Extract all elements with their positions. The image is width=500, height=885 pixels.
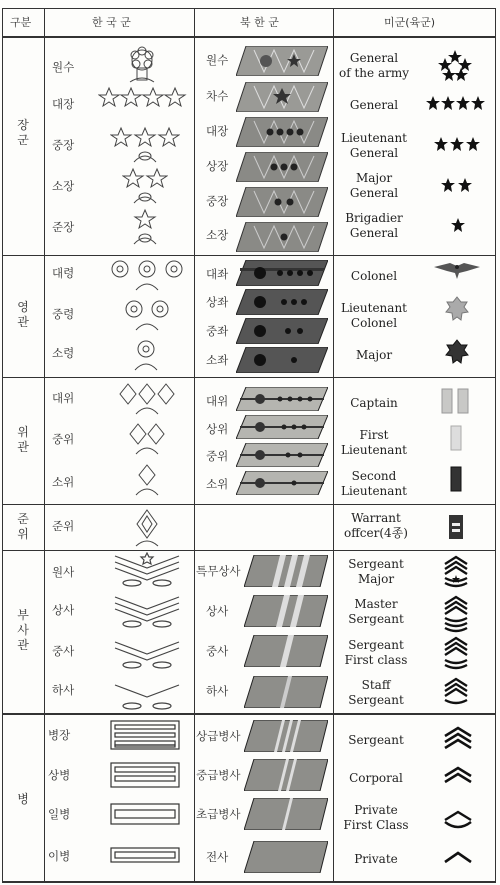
sk-one-star-insignia-icon <box>130 208 160 248</box>
sk-corporal-bar-insignia-icon <box>110 762 180 788</box>
sk-rank-label: 중령 <box>52 307 75 321</box>
sk-sergeant-major-insignia-icon <box>112 552 182 588</box>
sk-rank-label: 하사 <box>52 683 75 697</box>
double-bar-insignia-icon <box>441 388 469 414</box>
warrant-officer-insignia-icon <box>448 514 464 540</box>
staff-sergeant-chevron-icon <box>443 677 469 707</box>
sk-rank-label: 소위 <box>52 475 75 489</box>
us-rank-label: Corporal <box>349 771 403 785</box>
category-company-grade: 위 관 <box>17 425 29 454</box>
sk-rank-label: 대위 <box>52 391 75 405</box>
nk-rank-label: 차수 <box>206 89 229 103</box>
header-divider <box>2 36 496 38</box>
sk-master-sergeant-insignia-icon <box>112 593 182 629</box>
nk-lieutenant-shoulder-board-icon <box>236 471 328 495</box>
header-category: 구분 <box>10 16 32 29</box>
nk-rank-label: 상위 <box>206 422 229 436</box>
nk-senior-captain-shoulder-board-icon <box>236 387 328 411</box>
sk-rank-label: 소장 <box>52 179 75 193</box>
us-rank-label: Private <box>354 852 398 866</box>
sk-rank-label: 준위 <box>52 519 75 533</box>
nk-vice-marshal-shoulder-board-icon <box>236 82 328 112</box>
nk-senior-colonel-shoulder-board-icon <box>236 260 328 286</box>
column-divider-3 <box>333 8 334 883</box>
sk-rank-label: 중장 <box>52 138 75 152</box>
sk-rank-label: 대령 <box>52 266 75 280</box>
section-divider <box>2 550 496 551</box>
sk-rank-label: 이병 <box>48 849 71 863</box>
sergeant-chevron-icon <box>443 726 473 750</box>
us-rank-label: Sergeant Major <box>348 557 404 586</box>
nk-staff-sergeant-shoulder-board-icon <box>244 635 328 667</box>
eagle-insignia-icon <box>434 262 480 280</box>
category-nco: 부 사 관 <box>17 608 29 652</box>
nk-junior-soldier-shoulder-board-icon <box>244 798 328 830</box>
us-rank-label: Brigadier General <box>345 211 403 240</box>
four-stars-insignia-icon <box>426 96 486 112</box>
sk-sergeant-bar-insignia-icon <box>110 720 180 750</box>
table-border-top <box>2 8 496 9</box>
category-general: 장 군 <box>17 118 29 147</box>
nk-rank-label: 대위 <box>206 394 229 408</box>
us-rank-label: Second Lieutenant <box>341 469 407 498</box>
us-rank-label: First Lieutenant <box>341 428 407 457</box>
nk-captain-shoulder-board-icon <box>236 415 328 439</box>
section-divider <box>2 255 496 256</box>
five-stars-insignia-icon <box>438 50 472 82</box>
nk-rank-label: 상좌 <box>206 295 229 309</box>
nk-general-shoulder-board-icon <box>236 117 328 147</box>
nk-rank-label: 중위 <box>206 449 229 463</box>
us-rank-label: Sergeant <box>348 733 404 747</box>
sk-lieutenant-colonel-insignia-icon <box>122 298 172 332</box>
section-divider <box>2 504 496 505</box>
nk-rank-label: 소장 <box>206 228 229 242</box>
nk-major-shoulder-board-icon <box>236 347 328 373</box>
sk-rank-label: 일병 <box>48 807 71 821</box>
gold-oak-leaf-insignia-icon <box>445 339 469 367</box>
sk-two-star-insignia-icon <box>122 167 168 207</box>
us-rank-label: Colonel <box>350 269 398 283</box>
nk-rank-label: 중좌 <box>206 324 229 338</box>
nk-lieutenant-colonel-shoulder-board-icon <box>236 318 328 344</box>
sk-rank-label: 원사 <box>52 565 75 579</box>
us-rank-label: Lieutenant Colonel <box>341 301 407 330</box>
nk-rank-label: 상급병사 <box>196 729 241 743</box>
nk-colonel-shoulder-board-icon <box>236 289 328 315</box>
sk-rank-label: 상사 <box>52 603 75 617</box>
header-south-korea: 한 국 군 <box>92 16 131 29</box>
sk-captain-insignia-icon <box>118 382 176 416</box>
nk-rank-label: 소위 <box>206 477 229 491</box>
table-border-left <box>2 8 3 883</box>
sk-marshal-insignia-icon <box>122 46 162 86</box>
column-divider-2 <box>194 8 195 883</box>
sk-warrant-officer-insignia-icon <box>132 508 162 548</box>
us-rank-label: Major <box>355 348 393 362</box>
category-field-grade: 영 관 <box>17 300 29 329</box>
sk-private-bar-insignia-icon <box>110 847 180 863</box>
sk-rank-label: 대장 <box>52 97 75 111</box>
silver-bar-insignia-icon <box>450 425 462 451</box>
sk-four-star-insignia-icon <box>98 86 188 112</box>
silver-oak-leaf-insignia-icon <box>445 296 469 324</box>
two-stars-insignia-icon <box>441 178 473 194</box>
nk-senior-lieutenant-shoulder-board-icon <box>236 443 328 467</box>
category-enlisted: 병 <box>17 792 29 806</box>
us-rank-label: Lieutenant General <box>341 131 407 160</box>
nk-senior-soldier-shoulder-board-icon <box>244 720 328 752</box>
nk-major-general-shoulder-board-icon <box>236 222 328 252</box>
us-rank-label: General <box>349 98 399 112</box>
sk-rank-label: 상병 <box>48 768 71 782</box>
sk-rank-label: 병장 <box>48 728 71 742</box>
nk-rank-label: 특무상사 <box>196 564 241 578</box>
us-rank-label: Staff Sergeant <box>348 678 404 707</box>
nk-rank-label: 소좌 <box>206 353 229 367</box>
private-first-class-chevron-icon <box>443 810 473 830</box>
nk-rank-label: 중급병사 <box>196 768 241 782</box>
nk-special-sergeant-shoulder-board-icon <box>244 555 328 587</box>
table-border-bottom <box>2 881 496 883</box>
nk-private-shoulder-board-icon <box>244 841 328 873</box>
sk-first-lieutenant-insignia-icon <box>128 422 166 456</box>
gold-bar-insignia-icon <box>450 466 462 492</box>
nk-rank-label: 대장 <box>206 124 229 138</box>
section-divider <box>2 713 496 715</box>
us-rank-label: Major General <box>349 171 399 200</box>
private-chevron-icon <box>443 850 473 864</box>
nk-junior-sergeant-shoulder-board-icon <box>244 676 328 708</box>
sergeant-first-class-chevron-icon <box>443 636 469 672</box>
sk-three-star-insignia-icon <box>110 126 180 166</box>
sk-rank-label: 준장 <box>52 220 75 234</box>
us-rank-label: Warrant offcer(4종) <box>344 511 408 540</box>
sk-sergeant-insignia-icon <box>112 675 182 711</box>
sergeant-major-chevron-icon <box>443 555 469 593</box>
nk-lieutenant-general-shoulder-board-icon <box>236 187 328 217</box>
nk-intermediate-soldier-shoulder-board-icon <box>244 759 328 791</box>
nk-rank-label: 초급병사 <box>196 807 241 821</box>
sk-rank-label: 소령 <box>52 346 75 360</box>
us-rank-label: Master Sergeant <box>348 597 404 626</box>
us-rank-label: Private First Class <box>343 803 409 832</box>
section-divider <box>2 377 496 378</box>
nk-rank-label: 중장 <box>206 194 229 208</box>
nk-rank-label: 대좌 <box>206 267 229 281</box>
table-border-right <box>495 8 496 883</box>
sk-major-insignia-icon <box>132 338 160 372</box>
header-north-korea: 북 한 군 <box>240 16 279 29</box>
sk-rank-label: 중위 <box>52 432 75 446</box>
sk-rank-label: 중사 <box>52 644 75 658</box>
nk-rank-label: 원수 <box>206 53 229 67</box>
nk-rank-label: 상장 <box>206 159 229 173</box>
one-star-insignia-icon <box>450 218 466 234</box>
nk-rank-label: 중사 <box>206 644 229 658</box>
corporal-chevron-icon <box>443 766 473 784</box>
sk-colonel-insignia-icon <box>108 258 186 292</box>
us-rank-label: Captain <box>350 396 398 410</box>
us-rank-label: General of the army <box>339 51 409 80</box>
us-rank-label: Sergeant First class <box>344 638 408 667</box>
three-stars-insignia-icon <box>434 137 480 153</box>
sk-staff-sergeant-insignia-icon <box>112 634 182 670</box>
category-warrant: 준 위 <box>17 512 29 541</box>
nk-sergeant-shoulder-board-icon <box>244 595 328 627</box>
nk-colonel-general-shoulder-board-icon <box>236 152 328 182</box>
nk-marshal-shoulder-board-icon <box>236 46 328 76</box>
sk-second-lieutenant-insignia-icon <box>132 463 162 497</box>
sk-rank-label: 원수 <box>52 60 75 74</box>
nk-rank-label: 상사 <box>206 604 229 618</box>
nk-rank-label: 전사 <box>206 850 229 864</box>
nk-rank-label: 하사 <box>206 684 229 698</box>
column-divider-1 <box>44 8 45 883</box>
master-sergeant-chevron-icon <box>443 595 469 633</box>
header-us-army: 미군(육군) <box>384 16 436 29</box>
sk-private-first-class-bar-insignia-icon <box>110 803 180 825</box>
